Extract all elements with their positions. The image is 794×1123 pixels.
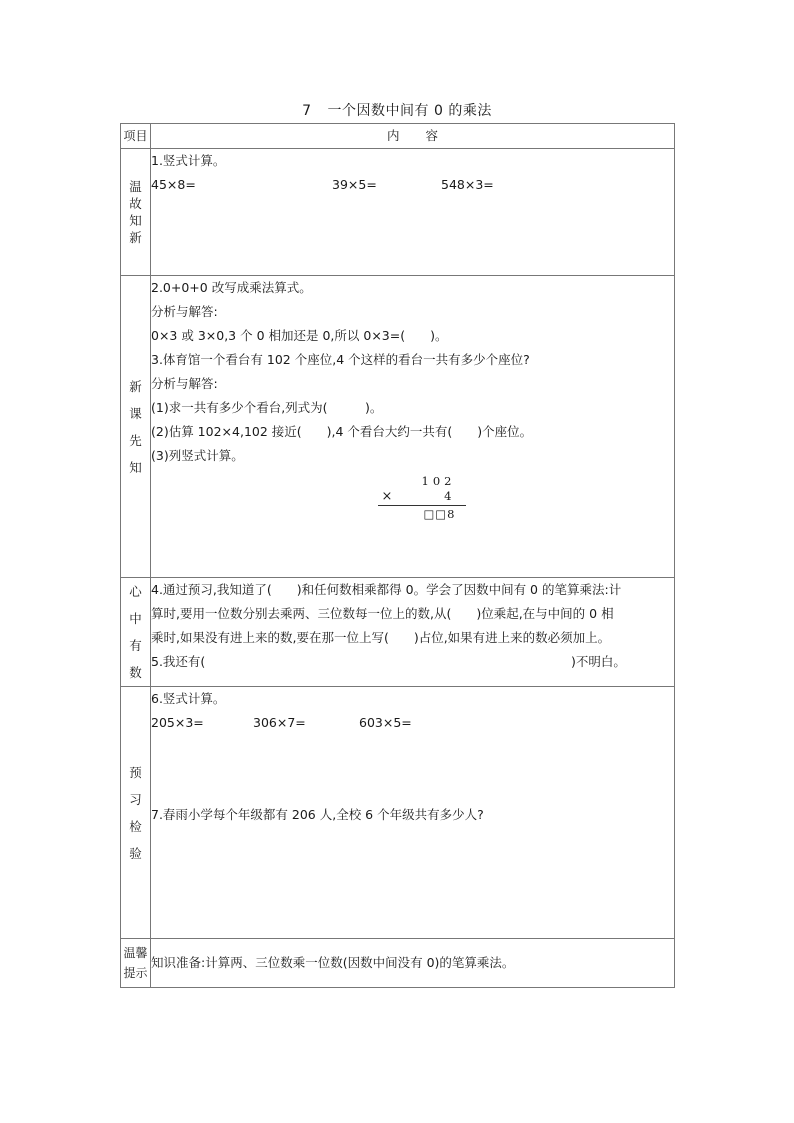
header-content-a: 内: [386, 128, 400, 143]
question-5-start: 5.我还有(: [151, 654, 206, 669]
tips-label: 温馨 提示: [121, 939, 151, 988]
vertical-multiplication: [376, 474, 466, 522]
page-title: [120, 100, 674, 120]
multiplier: 4: [444, 489, 456, 503]
question-2: 2.0+0+0 改写成乘法算式。: [151, 280, 312, 295]
tips-content: [151, 939, 675, 988]
header-item: 项目: [121, 124, 151, 149]
tips-text: 知识准备:计算两、三位数乘一位数(因数中间没有 0)的笔算乘法。: [151, 955, 515, 970]
exercise-item: 548×3=: [441, 177, 494, 192]
question-6: 6.竖式计算。: [151, 691, 226, 706]
reflection-content: [151, 578, 675, 687]
multiply-sign: ×: [381, 489, 393, 504]
question-5: [151, 650, 674, 674]
exercise-item: 306×7=: [253, 715, 306, 730]
question-4-line: 4.通过预习,我知道了( )和任何数相乘都得 0。学会了因数中间有 0 的笔算乘法:计: [151, 582, 622, 597]
exercise-item: 205×3=: [151, 715, 204, 730]
header-row: [121, 124, 675, 149]
analysis-label: 分析与解答:: [151, 304, 218, 319]
question-4-line: 算时,要用一位数分别去乘两、三位数每一位上的数,从( )位乘起,在与中间的 0 相: [151, 606, 614, 621]
question-3-step-2: (2)估算 102×4,102 接近( ),4 个看台大约一共有( )个座位。: [151, 424, 533, 439]
lesson-title: 一个因数中间有 0 的乘法: [327, 103, 492, 119]
question-7: 7.春雨小学每个年级都有 206 人,全校 6 个年级共有多少人?: [151, 807, 484, 822]
question-3-step-1: (1)求一共有多少个看台,列式为( )。: [151, 400, 383, 415]
header-content: [151, 124, 675, 149]
exercise-item: 45×8=: [151, 177, 196, 192]
review-content: [151, 149, 675, 276]
reflection-row: [121, 578, 675, 687]
preview-label: 新 课 先 知: [121, 276, 151, 578]
check-row: [121, 687, 675, 939]
reflection-label: 心 中 有 数: [121, 578, 151, 687]
review-label: 温 故 知 新: [121, 149, 151, 276]
check-label: 预 习 检 验: [121, 687, 151, 939]
preview-worksheet-table: [120, 123, 675, 988]
question-1: 1.竖式计算。: [151, 153, 226, 168]
preview-content: [151, 276, 675, 578]
analysis-label: 分析与解答:: [151, 376, 218, 391]
check-content: [151, 687, 675, 939]
product-blanks: □□8: [423, 507, 456, 521]
preview-row: [121, 276, 675, 578]
exercise-item: 39×5=: [332, 177, 377, 192]
exercise-item: 603×5=: [359, 715, 412, 730]
multiplicand: 102: [421, 474, 456, 488]
tips-row: [121, 939, 675, 988]
review-exercises: [151, 173, 674, 197]
header-content-b: 容: [425, 128, 439, 143]
question-2-answer: 0×3 或 3×0,3 个 0 相加还是 0,所以 0×3=( )。: [151, 328, 448, 343]
question-3: 3.体育馆一个看台有 102 个座位,4 个这样的看台一共有多少个座位?: [151, 352, 530, 367]
calc-line: [378, 505, 466, 506]
question-4-line: 乘时,如果没有进上来的数,要在那一位上写( )占位,如果有进上来的数必须加上。: [151, 630, 611, 645]
question-5-end: )不明白。: [571, 654, 626, 669]
lesson-number: 7: [302, 103, 312, 119]
review-row: [121, 149, 675, 276]
question-3-step-3: (3)列竖式计算。: [151, 448, 244, 463]
check-exercises: [151, 711, 674, 735]
